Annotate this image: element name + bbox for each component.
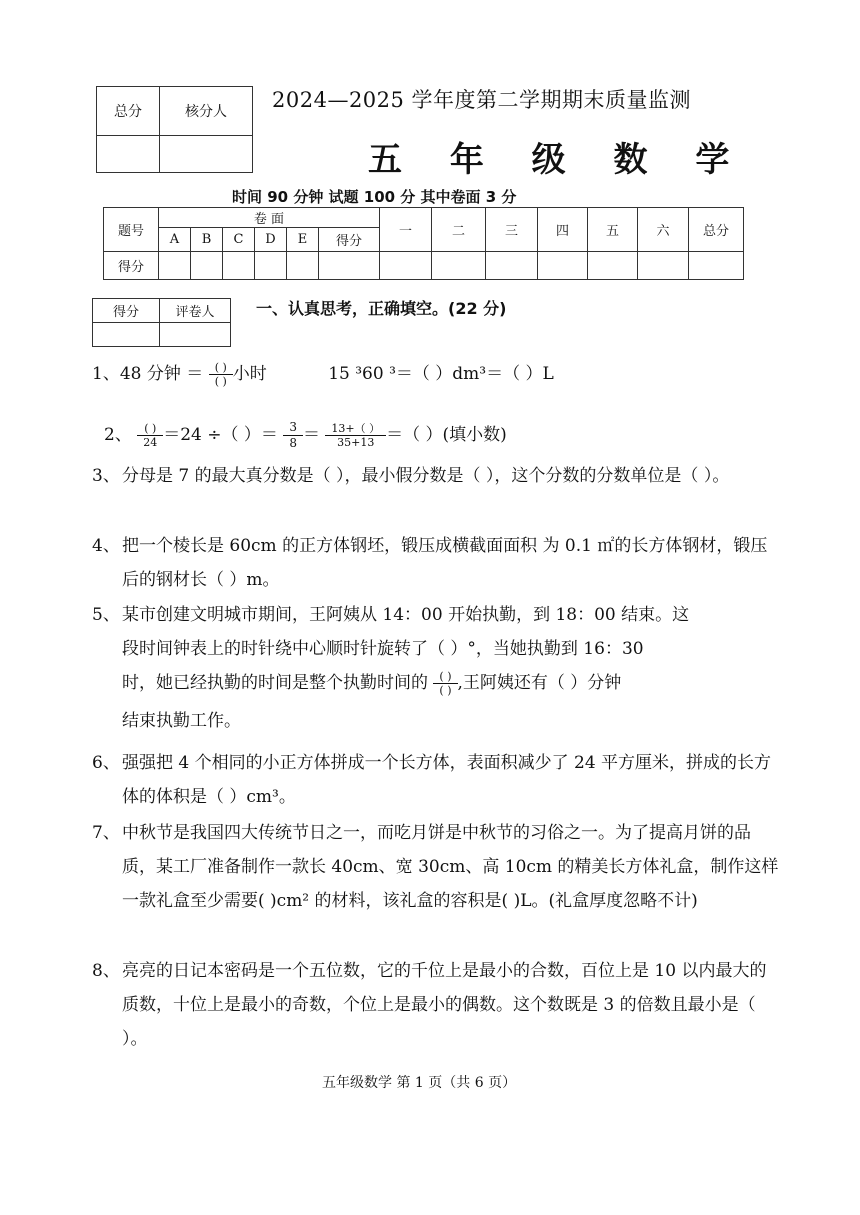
section-header-4: 四 — [538, 208, 588, 252]
score-cell-2[interactable] — [432, 252, 486, 280]
score-cell-c[interactable] — [223, 252, 255, 280]
q5-line-3a: 时，她已经执勤的时间是整个执勤时间的 — [122, 673, 428, 693]
page-footer: 五年级数学 第 1 页（共 6 页） — [322, 1075, 517, 1091]
q4-text: 把一个棱长是 60cm 的正方体钢坯，锻压成横截面面积 为 0.1 ㎡的长方体钢材，锻压后的钢材长（ ）m。 — [122, 536, 768, 590]
score-cell-5[interactable] — [588, 252, 638, 280]
subject-title: 五 年 级 数 学 — [368, 140, 748, 180]
section-header-3: 三 — [486, 208, 538, 252]
q6-text: 强强把 4 个相同的小正方体拼成一个长方体，表面积减少了 24 平方厘米，拼成的长方体的体积是（ ）cm³。 — [122, 753, 772, 807]
q2-text-a: ＝24 ÷（ ）＝ — [163, 425, 278, 445]
q2-frac3-den: 35+13 — [337, 436, 375, 449]
q2-fraction-1 — [137, 422, 163, 449]
score-cell-1[interactable] — [380, 252, 432, 280]
subcol-d: D — [255, 228, 287, 252]
section-header-2: 二 — [432, 208, 486, 252]
score-cell-e[interactable] — [287, 252, 319, 280]
total-score-label: 总分 — [97, 87, 160, 136]
q2-text-b: ＝ — [302, 425, 320, 445]
subcol-a: A — [159, 228, 191, 252]
question-5 — [92, 598, 782, 738]
q5-line-4: 结束执勤工作。 — [122, 711, 241, 731]
grader-score-label: 得分 — [93, 299, 160, 323]
q5-fraction — [433, 670, 457, 697]
q6-number: 6、 — [92, 753, 120, 773]
question-3 — [92, 459, 782, 493]
q4-number: 4、 — [92, 536, 120, 556]
question-8 — [92, 954, 782, 1056]
q5-frac-num[interactable]: ( ) — [433, 670, 457, 684]
total-score-cell[interactable] — [97, 136, 160, 173]
exam-title: 2024—2025 学年度第二学期期末质量监测 — [272, 88, 692, 112]
q5-line-3b: ,王阿姨还有（ ）分钟 — [457, 673, 622, 693]
q1-number: 1、 — [92, 364, 120, 384]
exam-info: 时间 90 分钟 试题 100 分 其中卷面 3 分 — [232, 188, 517, 206]
q8-number: 8、 — [92, 961, 120, 981]
score-row-label: 得分 — [104, 252, 159, 280]
question-4 — [92, 529, 782, 597]
q5-frac-den[interactable]: ( ) — [439, 684, 452, 697]
q1-fraction — [209, 361, 233, 388]
q2-fraction-3 — [325, 422, 386, 449]
subcol-e: E — [287, 228, 319, 252]
score-cell-6[interactable] — [638, 252, 689, 280]
question-7 — [92, 816, 782, 918]
q5-line-2: 段时间钟表上的时针绕中心顺时针旋转了（ ）°，当她执勤到 16：30 — [122, 639, 644, 659]
question-6 — [92, 746, 782, 814]
q5-number: 5、 — [92, 605, 120, 625]
q7-text: 中秋节是我国四大传统节日之一，而吃月饼是中秋节的习俗之一。为了提高月饼的品质，某工厂准备制作一款长 40cm、宽 30cm、高 10cm 的精美长方体礼盒，制作这样一款礼盒至少需要( )cm² 的材料，该礼盒的容积是( )L。(礼盒厚度忽略不计) — [122, 823, 779, 911]
q3-number: 3、 — [92, 466, 120, 486]
score-checker-cell[interactable] — [160, 136, 253, 173]
score-cell-4[interactable] — [538, 252, 588, 280]
subcol-c: C — [223, 228, 255, 252]
grader-name-label: 评卷人 — [160, 299, 231, 323]
q5-line-1: 某市创建文明城市期间，王阿姨从 14：00 开始执勤，到 18：00 结束。这 — [122, 605, 690, 625]
score-table — [103, 207, 744, 280]
score-cell-total[interactable] — [689, 252, 744, 280]
subcol-b: B — [191, 228, 223, 252]
question-2 — [104, 418, 507, 452]
juanmian-header: 卷 面 — [159, 208, 380, 228]
question-number-header: 题号 — [104, 208, 159, 252]
q5-line-3 — [122, 666, 782, 700]
q2-frac1-num[interactable]: ( ) — [137, 422, 163, 436]
score-checker-label: 核分人 — [160, 87, 253, 136]
q1-text-a: 48 分钟 ＝ — [119, 364, 204, 384]
q2-number: 2、 — [104, 425, 132, 445]
q7-number: 7、 — [92, 823, 120, 843]
score-cell-3[interactable] — [486, 252, 538, 280]
grader-box — [92, 298, 231, 347]
section-1-title: 一、认真思考，正确填空。(22 分) — [256, 299, 507, 318]
q2-frac1-den: 24 — [143, 436, 158, 449]
q3-text: 分母是 7 的最大真分数是（ ），最小假分数是（ ），这个分数的分数单位是（ ）。 — [122, 466, 730, 486]
total-header: 总分 — [689, 208, 744, 252]
q2-frac2-den: 8 — [289, 436, 297, 450]
q2-fraction-2 — [283, 420, 303, 451]
section-header-1: 一 — [380, 208, 432, 252]
subcol-score: 得分 — [319, 228, 380, 252]
q1-text-b: 小时 — [232, 364, 267, 384]
q8-text: 亮亮的日记本密码是一个五位数，它的千位上是最小的合数，百位上是 10 以内最大的质数，十位上是最小的奇数，个位上是最小的偶数。这个数既是 3 的倍数且最小是（ ）。 — [122, 961, 767, 1049]
total-score-box — [96, 86, 253, 173]
section-header-6: 六 — [638, 208, 689, 252]
q2-frac3-num[interactable]: 13+（ ） — [325, 422, 386, 436]
question-1 — [92, 357, 554, 391]
q2-text-c: ＝（ ）(填小数) — [386, 425, 507, 445]
q1-frac-num[interactable]: ( ) — [209, 361, 233, 375]
score-cell-juanmian[interactable] — [319, 252, 380, 280]
grader-score-cell[interactable] — [93, 323, 160, 347]
grader-name-cell[interactable] — [160, 323, 231, 347]
q1-frac-den[interactable]: ( ) — [214, 375, 227, 388]
score-cell-a[interactable] — [159, 252, 191, 280]
score-cell-d[interactable] — [255, 252, 287, 280]
section-header-5: 五 — [588, 208, 638, 252]
q1-text-c: 15 ³60 ³＝（ ）dm³＝（ ）L — [328, 364, 554, 384]
score-cell-b[interactable] — [191, 252, 223, 280]
q2-frac2-num: 3 — [283, 420, 303, 436]
